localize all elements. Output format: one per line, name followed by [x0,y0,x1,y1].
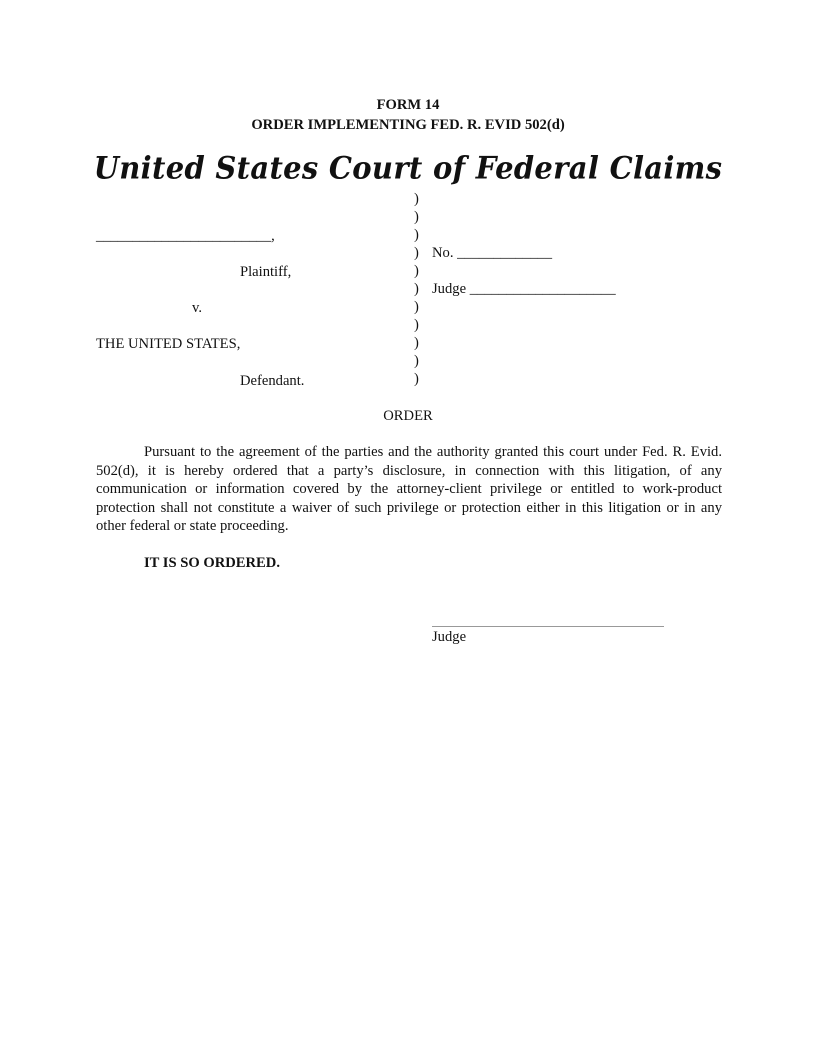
caption-paren: ) [414,299,419,315]
case-number-field: No. _____________ [432,245,552,261]
caption-paren: ) [414,335,419,351]
caption-paren: ) [414,245,419,261]
caption-paren: ) [414,371,419,387]
caption-paren: ) [414,227,419,243]
caption-paren: ) [414,191,419,207]
court-name: United States Court of Federal Claims [93,150,723,186]
signature-judge-label: Judge [432,629,467,645]
order-body: Pursuant to the agreement of the parties and the authority granted this court under Fed. R. Evid. 502(d), it is hereby ordered that a party’s disclosure, in connection with this litigation, of any communication or information covered by the attorney-client privilege or entitled to work-product protection shall not constitute a waiver of such privilege or protection either in this litigation or in any other federal or state proceeding. [96,444,722,534]
signature-line [432,626,664,627]
order-heading: ORDER [383,408,433,424]
caption-paren: ) [414,317,419,333]
judge-field: Judge ____________________ [432,281,616,297]
plaintiff-name-blank: ________________________, [96,228,275,244]
caption-paren: ) [414,281,419,297]
caption-paren: ) [414,209,419,225]
caption-paren: ) [414,353,419,369]
versus-label: v. [192,300,202,316]
so-ordered: IT IS SO ORDERED. [144,555,280,571]
defendant-label: Defendant. [240,373,305,389]
caption-paren: ) [414,263,419,279]
form-number: FORM 14 [376,97,440,113]
plaintiff-label: Plaintiff, [240,264,292,280]
defendant-name: THE UNITED STATES, [96,336,241,352]
form-title: ORDER IMPLEMENTING FED. R. EVID 502(d) [251,117,565,133]
